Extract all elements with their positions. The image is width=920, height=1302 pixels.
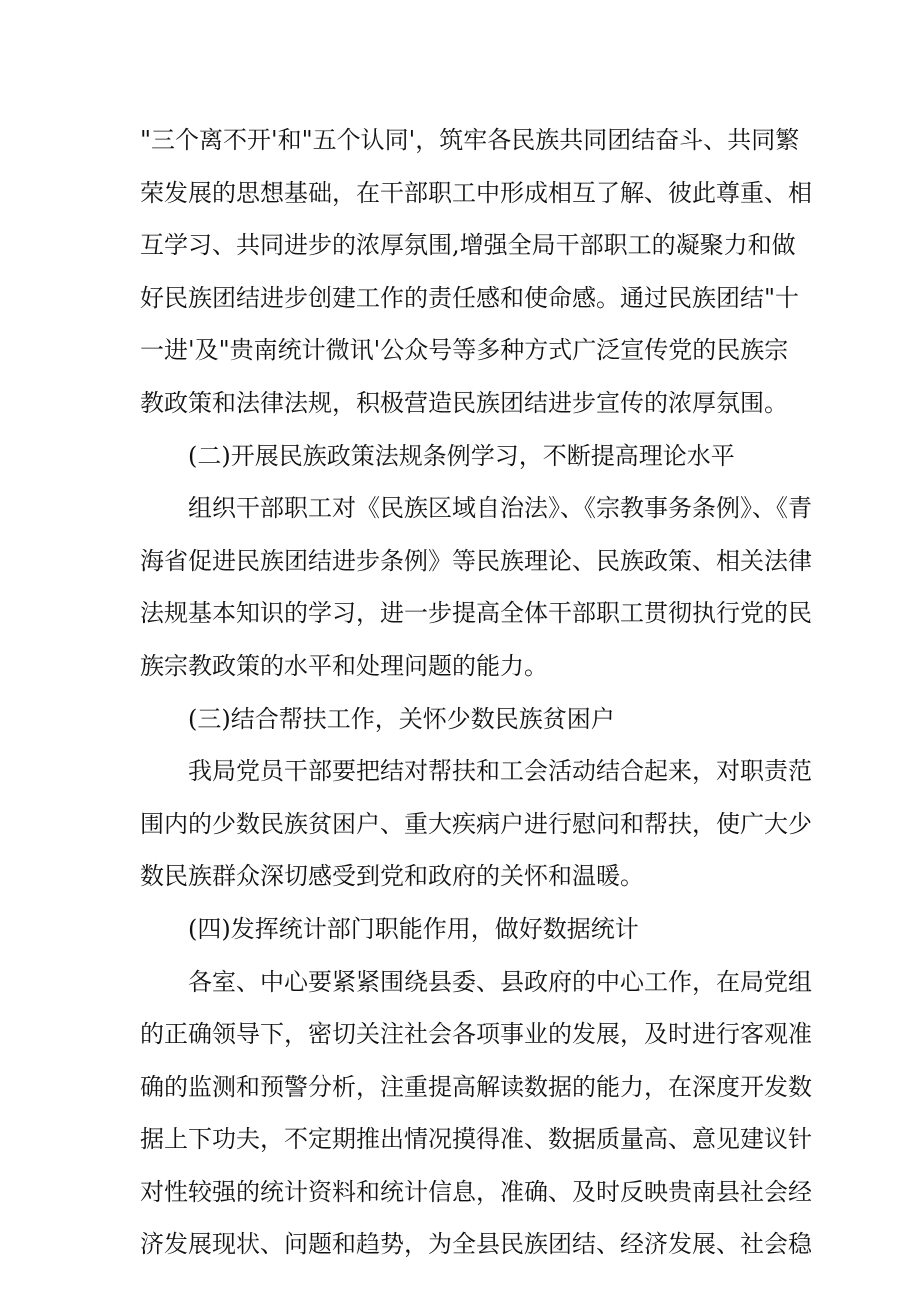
paragraph-1-line-3: 互学习、共同进步的浓厚氛围,增强全局干部职工的凝聚力和做 <box>140 231 796 260</box>
section-heading-2: (二)开展民族政策法规条例学习，不断提高理论水平 <box>188 441 735 470</box>
paragraph-1-line-4: 好民族团结进步创建工作的责任感和使命感。通过民族团结"十 <box>140 283 800 312</box>
paragraph-4-line-5: 对性较强的统计资料和统计信息，准确、及时反映贵南县社会经 <box>140 1177 812 1206</box>
paragraph-3-line-2: 围内的少数民族贫困户、重大疾病户进行慰问和帮扶，使广大少 <box>140 809 812 838</box>
paragraph-4-line-2: 的正确领导下，密切关注社会各项事业的发展，及时进行客观准 <box>140 1020 812 1049</box>
paragraph-1-line-5: 一进'及"贵南统计微讯'公众号等多种方式广泛宣传党的民族宗 <box>140 336 789 365</box>
paragraph-1-line-6: 教政策和法律法规，积极营造民族团结进步宣传的浓厚氛围。 <box>140 388 788 417</box>
paragraph-2-line-3: 法规基本知识的学习，进一步提高全体干部职工贯彻执行党的民 <box>140 599 812 628</box>
paragraph-4-line-1: 各室、中心要紧紧围绕县委、县政府的中心工作，在局党组 <box>188 967 812 996</box>
paragraph-3-line-1: 我局党员干部要把结对帮扶和工会活动结合起来，对职责范 <box>188 757 812 786</box>
paragraph-1-line-1: "三个离不开'和"五个认同'，筑牢各民族共同团结奋斗、共同繁 <box>140 126 800 154</box>
paragraph-2-line-1: 组织干部职工对《民族区域自治法》、《宗教事务条例》、《青 <box>188 494 812 523</box>
paragraph-4-line-6: 济发展现状、问题和趋势，为全县民族团结、经济发展、社会稳 <box>140 1230 812 1259</box>
paragraph-1-line-2: 荣发展的思想基础，在干部职工中形成相互了解、彼此尊重、相 <box>140 178 812 207</box>
paragraph-4-line-4: 据上下功夫，不定期推出情况摸得准、数据质量高、意见建议针 <box>140 1125 812 1154</box>
section-heading-3: (三)结合帮扶工作，关怀少数民族贫困户 <box>188 704 615 733</box>
paragraph-4-line-3: 确的监测和预警分析，注重提高解读数据的能力，在深度开发数 <box>140 1072 812 1101</box>
paragraph-3-line-3: 数民族群众深切感受到党和政府的关怀和温暖。 <box>140 862 644 891</box>
paragraph-2-line-4: 族宗教政策的水平和处理问题的能力。 <box>140 651 548 680</box>
document-body <box>140 114 812 1271</box>
section-heading-4: (四)发挥统计部门职能作用，做好数据统计 <box>188 914 639 943</box>
paragraph-2-line-2: 海省促进民族团结进步条例》等民族理论、民族政策、相关法律 <box>140 546 812 575</box>
